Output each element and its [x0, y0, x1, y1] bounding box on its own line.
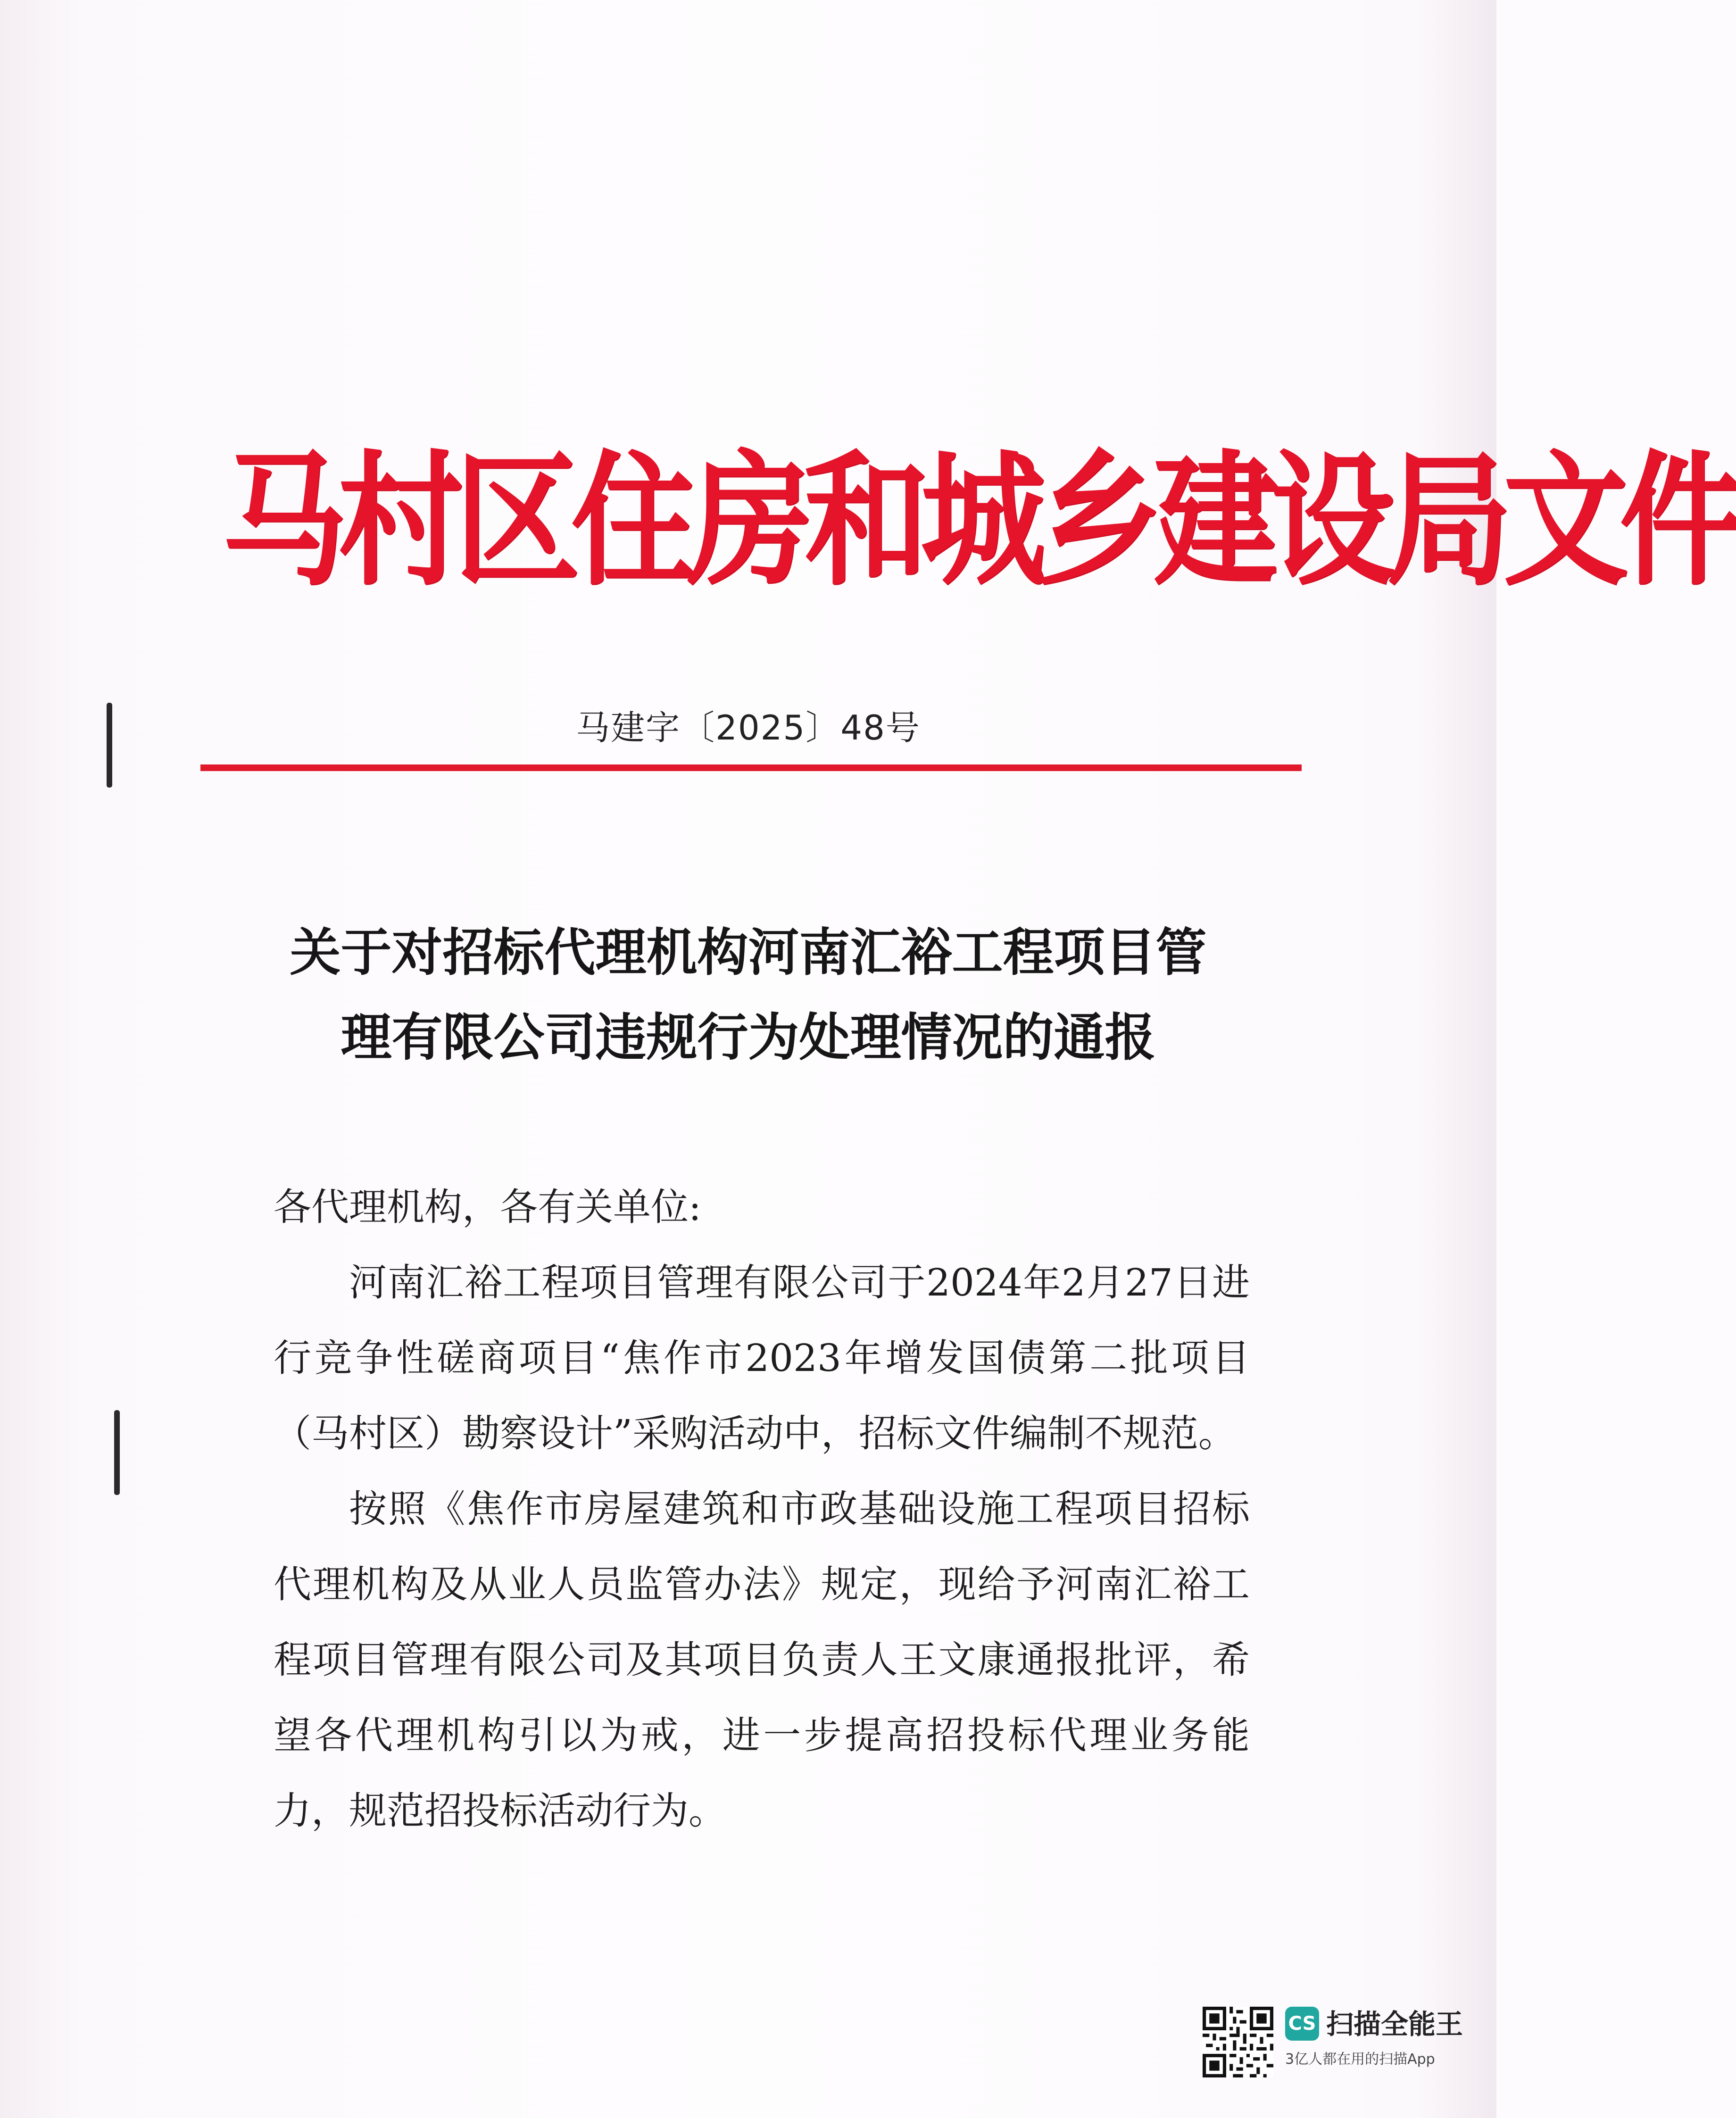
notice-title-line: 关于对招标代理机构河南汇裕工程项目管	[290, 923, 1207, 982]
body-paragraph: 按照《焦作市房屋建筑和市政基础设施工程项目招标代理机构及从业人员监管办法》规定，现给予河南汇裕工程项目管理有限公司及其项目负责人王文康通报批评，希望各代理机构引以为戒，进一步提高招投标代理业务能力，规范招投标活动行为。	[274, 1487, 1250, 1833]
body-text	[274, 1170, 1250, 1849]
body-paragraph: 河南汇裕工程项目管理有限公司于2024年2月27日进行竞争性磋商项目“焦作市2023年增发国债第二批项目（马村区）勘察设计”采购活动中，招标文件编制不规范。	[274, 1261, 1250, 1455]
notice-title	[0, 910, 1496, 1080]
binding-mark	[114, 1410, 120, 1495]
notice-title-line: 理有限公司违规行为处理情况的通报	[341, 1008, 1156, 1067]
document-number: 马建字〔2025〕48号	[576, 708, 921, 748]
scanner-app-name: 扫描全能王	[1326, 2008, 1463, 2040]
red-divider	[200, 764, 1302, 771]
scanner-watermark	[1203, 2007, 1471, 2096]
salutation: 各代理机构，各有关单位:	[274, 1185, 701, 1229]
scanner-logo-icon: CS	[1285, 2007, 1319, 2041]
issuer-title: 马村区住房和城乡建设局文件	[222, 437, 1736, 605]
qr-code-icon	[1203, 2007, 1273, 2077]
scanner-slogan: 3亿人都在用的扫描App	[1285, 2051, 1435, 2068]
